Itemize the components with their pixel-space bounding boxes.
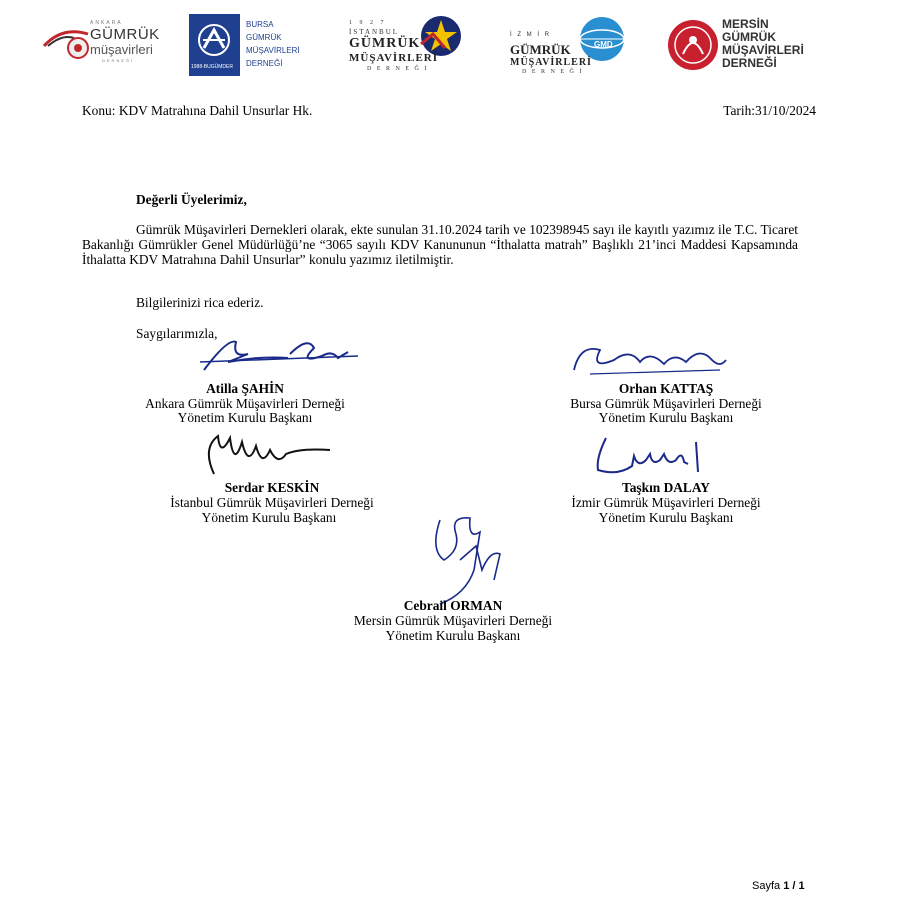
mersin-line-2: GÜMRÜK [722,30,776,44]
signatory-org-4: İzmir Gümrük Müşavirleri Derneği [571,495,761,510]
mersin-seal-icon [667,14,719,76]
logo-ankara [42,18,160,70]
mersin-line-4: DERNEĞİ [722,56,777,70]
subject-line: Konu: KDV Matrahına Dahil Unsurlar Hk. [82,103,313,118]
logo-izmir [508,14,634,76]
izmir-line-2: MÜŞAVİRLERİ [510,57,592,68]
ankara-sub: müşavirleri [90,42,153,57]
signatory-name-1: Atilla ŞAHİN [206,381,284,396]
ankara-small-top: ANKARA [90,20,123,26]
page-label: Sayfa [752,880,781,892]
izmir-line-3: D E R N E Ğ İ [522,69,584,75]
closing-line: Saygılarımızla, [136,326,218,341]
istanbul-city: İSTANBUL [349,28,400,36]
info-line: Bilgilerinizi rica ederiz. [136,295,264,310]
signatory-title-3: Yönetim Kurulu Başkanı [201,510,337,525]
logo-mersin-emblem [667,14,719,76]
ankara-small-bottom: DERNEĞİ [102,58,135,63]
signatory-org-2: Bursa Gümrük Müşavirleri Derneği [570,396,762,411]
istanbul-line-2: MÜŞAVİRLERİ [349,52,439,64]
ankara-main: GÜMRÜK [90,26,160,43]
body-paragraph: Gümrük Müşavirleri Dernekleri olarak, ekte sunulan 31.10.2024 tarih ve 102398945 sayı ile kayıtlı yazımız ile T.C. Ticaret Bakanlığı Gümrükler Genel Müdürlüğü’ne “3065 sayılı KDV Kanununun “İthalatta matrah” Başlıklı 21’inci Maddesi Kapsamında İthalatta KDV Matrahına Dahil Unsurlar” konulu yazımız iletilmiştir. [82,222,798,268]
salutation: Değerli Üyelerimiz, [136,192,247,207]
signatory-title-5: Yönetim Kurulu Başkanı [385,628,521,643]
signatory-title-4: Yönetim Kurulu Başkanı [598,510,734,525]
istanbul-line-3: D E R N E Ğ İ [367,66,429,72]
bursa-line-4: DERNEĞİ [246,59,283,68]
mersin-line-1: MERSİN [722,17,769,31]
signature-orhan-kattas [570,340,730,380]
signatory-name-4: Taşkın DALAY [622,480,710,495]
signatory-org-1: Ankara Gümrük Müşavirleri Derneği [145,396,345,411]
signatory-name-3: Serdar KESKİN [224,480,320,495]
bursa-badge: 1988-BUGÜMDER [191,64,233,70]
ankara-swoosh-icon [42,20,92,64]
bursa-line-2: GÜMRÜK [246,33,282,42]
date-line: Tarih:31/10/2024 [723,103,816,118]
signature-serdar-keskin [200,428,340,480]
izmir-badge: GMD [594,40,613,49]
mersin-line-3: MÜŞAVİRLERİ [722,43,804,57]
izmir-city: İ Z M İ R [510,32,551,38]
logo-bursa-box [189,14,240,76]
signature-atilla-sahin [198,334,358,382]
bursa-line-3: MÜŞAVİRLERİ [246,46,300,55]
logo-istanbul [347,14,469,76]
bursa-line-1: BURSA [246,20,274,29]
page-footer [752,880,805,892]
page-number: 1 / 1 [783,880,805,892]
signature-cebrail-orman [410,510,520,606]
signatory-title-1: Yönetim Kurulu Başkanı [177,410,313,425]
signatory-name-5: Cebrail ORMAN [403,598,503,613]
istanbul-line-1: GÜMRÜK [349,36,421,51]
signatory-org-3: İstanbul Gümrük Müşavirleri Derneği [170,495,374,510]
izmir-line-1: GÜMRÜK [510,42,571,57]
istanbul-year: 1 9 2 7 [349,20,387,26]
signatory-org-5: Mersin Gümrük Müşavirleri Derneği [353,613,553,628]
signatory-name-2: Orhan KATTAŞ [618,381,714,396]
signatory-title-2: Yönetim Kurulu Başkanı [598,410,734,425]
signature-taskin-dalay [588,432,712,480]
